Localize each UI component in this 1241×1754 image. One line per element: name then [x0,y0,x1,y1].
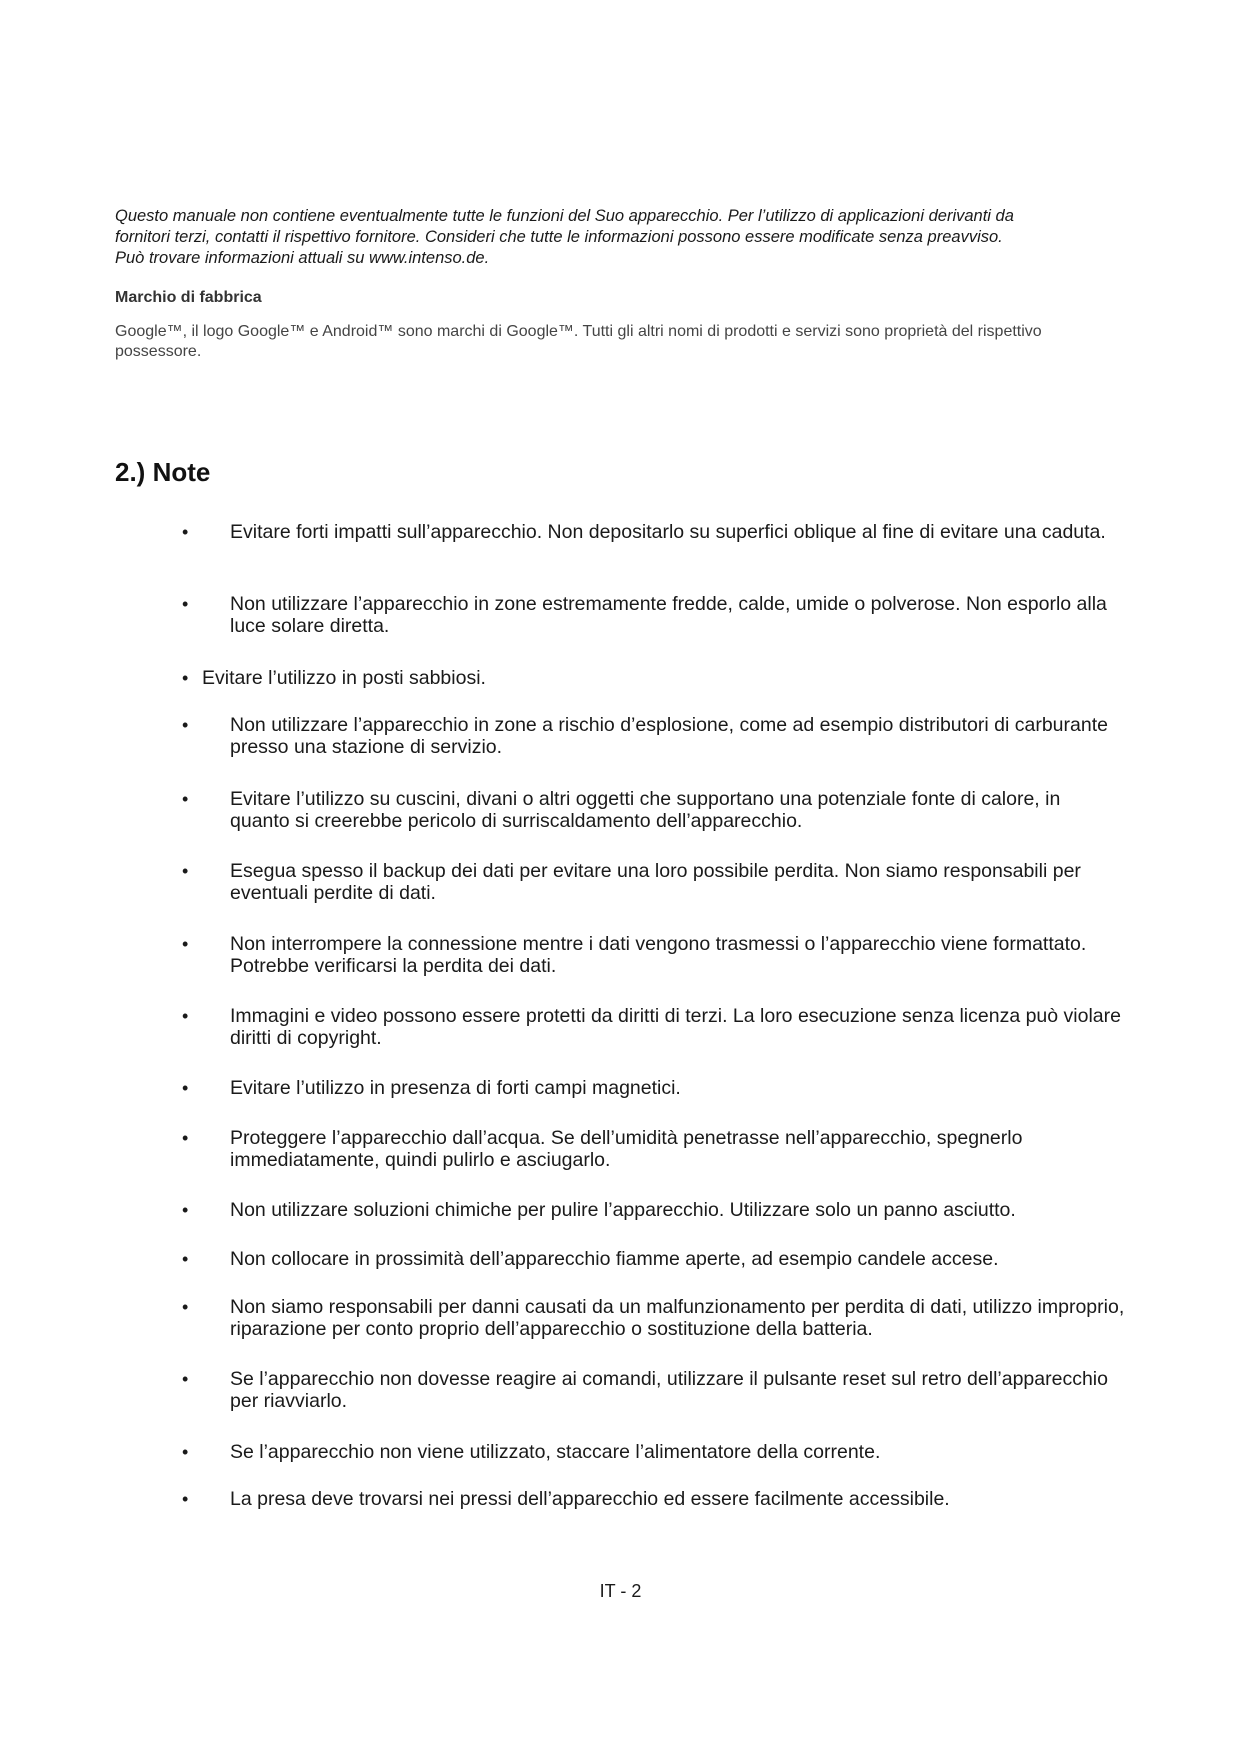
bullet-icon: • [182,1442,189,1462]
note-text: Evitare l’utilizzo in presenza di forti campi magnetici. [230,1077,681,1099]
bullet-icon: • [182,861,189,881]
disclaimer [115,206,1115,269]
list-item [182,521,1125,543]
list-item [182,1077,1125,1099]
page-number: IT - 2 [599,1581,642,1601]
list-item [182,593,1125,637]
bullet-icon: • [182,1489,189,1509]
note-text: Non utilizzare l’apparecchio in zone estremamente fredde, calde, umide o polverose. Non esporlo alla luce solare diretta. [230,593,1107,637]
bullet-icon: • [182,1369,189,1389]
note-text: Non interrompere la connessione mentre i dati vengono trasmessi o l’apparecchio viene formattato. Potrebbe verificarsi la perdita dei dati. [230,933,1087,977]
disclaimer-line: Questo manuale non contiene eventualmente tutte le funzioni del Suo apparecchio. Per l’utilizzo di applicazioni derivanti da [115,207,1014,225]
list-item [182,1296,1125,1340]
bullet-icon: • [182,934,189,954]
list-item [182,860,1125,904]
disclaimer-line: Può trovare informazioni attuali su www.intenso.de. [115,249,490,267]
note-text: Evitare l’utilizzo in posti sabbiosi. [202,667,486,689]
list-item [182,1127,1125,1171]
list-item [182,933,1125,977]
list-item [182,1368,1125,1412]
note-text: Non siamo responsabili per danni causati da un malfunzionamento per perdita di dati, utilizzo improprio, riparazione per conto proprio dell’apparecchio o sostituzione della batteria. [230,1296,1125,1340]
bullet-icon: • [182,594,189,614]
bullet-icon: • [182,1200,189,1220]
bullet-icon: • [182,1128,189,1148]
note-text: Evitare forti impatti sull’apparecchio. Non depositarlo su superfici oblique al fine di evitare una caduta. [230,521,1106,543]
note-text: Non utilizzare soluzioni chimiche per pulire l’apparecchio. Utilizzare solo un panno asciutto. [230,1199,1016,1221]
note-text: Se l’apparecchio non dovesse reagire ai comandi, utilizzare il pulsante reset sul retro dell’apparecchio per riavviarlo. [230,1368,1108,1412]
note-text: Proteggere l’apparecchio dall’acqua. Se dell’umidità penetrasse nell’apparecchio, spegnerlo immediatamente, quindi pulirlo e asciugarlo. [230,1127,1023,1171]
note-text: Se l’apparecchio non viene utilizzato, staccare l’alimentatore della corrente. [230,1441,881,1463]
disclaimer-line: fornitori terzi, contatti il rispettivo fornitore. Consideri che tutte le informazioni possono essere modificate senza preavviso. [115,228,1003,246]
bullet-icon: • [182,1006,189,1026]
note-text: Non utilizzare l’apparecchio in zone a rischio d’esplosione, come ad esempio distributori di carburante presso una stazione di servizio. [230,714,1108,758]
bullet-icon: • [182,1297,189,1317]
note-text: Non collocare in prossimità dell’apparecchio fiamme aperte, ad esempio candele accese. [230,1248,999,1270]
list-item [182,1441,1125,1463]
note-text: La presa deve trovarsi nei pressi dell’apparecchio ed essere facilmente accessibile. [230,1488,950,1510]
note-text: Immagini e video possono essere protetti da diritti di terzi. La loro esecuzione senza licenza può violare diritti di copyright. [230,1005,1121,1049]
trademark-text: Google™, il logo Google™ e Android™ sono marchi di Google™. Tutti gli altri nomi di prodotti e servizi sono proprietà del rispettivo possessore. [115,323,1042,360]
list-item [182,667,1097,689]
list-item [182,1199,1125,1221]
note-text: Evitare l’utilizzo su cuscini, divani o altri oggetti che supportano una potenziale fonte di calore, in quanto si creerebbe pericolo di surriscaldamento dell’apparecchio. [230,788,1061,832]
list-item [182,788,1125,832]
bullet-icon: • [182,522,189,542]
note-text: Esegua spesso il backup dei dati per evitare una loro possibile perdita. Non siamo responsabili per eventuali perdite di dati. [230,860,1081,904]
list-item [182,1248,1125,1270]
bullet-icon: • [182,789,189,809]
list-item [182,714,1125,758]
bullet-icon: • [182,668,189,688]
list-item [182,1488,1125,1510]
section-title: 2.) Note [115,457,211,487]
trademark-heading: Marchio di fabbrica [115,289,262,306]
bullet-icon: • [182,1249,189,1269]
list-item [182,1005,1125,1049]
bullet-icon: • [182,1078,189,1098]
bullet-icon: • [182,715,189,735]
